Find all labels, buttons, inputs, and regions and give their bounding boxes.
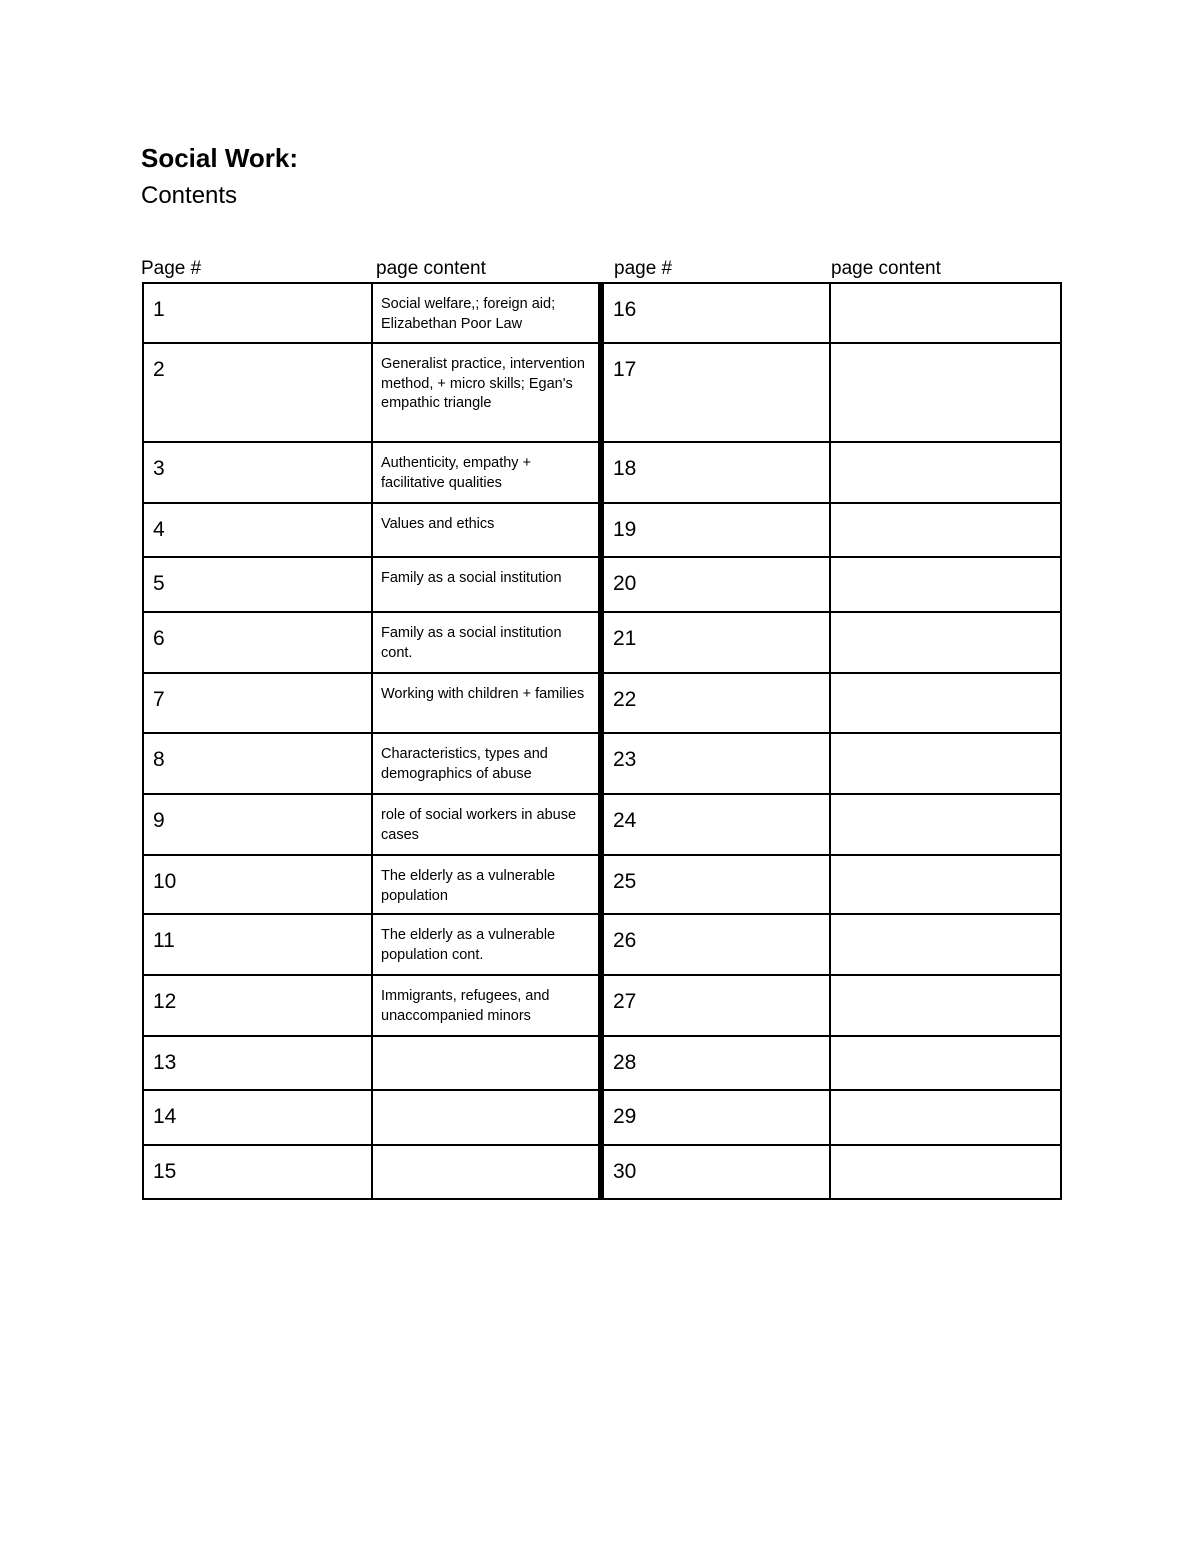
- left-page-content-cell: Social welfare,; foreign aid; Elizabethan Poor Law: [372, 283, 601, 343]
- right-page-content-cell: [830, 1090, 1061, 1145]
- left-page-number-cell: 9: [143, 794, 372, 855]
- left-page-content-cell: Family as a social institution cont.: [372, 612, 601, 673]
- table-row: [143, 557, 1061, 612]
- right-page-number-cell: 16: [601, 283, 830, 343]
- right-page-content-cell: [830, 343, 1061, 442]
- left-page-content-cell: Generalist practice, intervention method, + micro skills; Egan's empathic triangle: [372, 343, 601, 442]
- table-row: [143, 1036, 1061, 1090]
- left-page-content-cell: Values and ethics: [372, 503, 601, 557]
- table-row: [143, 503, 1061, 557]
- table-row: [143, 612, 1061, 673]
- left-page-number-cell: 7: [143, 673, 372, 733]
- left-page-number-cell: 12: [143, 975, 372, 1036]
- right-page-content-cell: [830, 855, 1061, 914]
- right-page-content-cell: [830, 794, 1061, 855]
- right-page-content-cell: [830, 612, 1061, 673]
- table-row: [143, 794, 1061, 855]
- page-subtitle: Contents: [141, 182, 238, 209]
- table-row: [143, 442, 1061, 503]
- right-page-content-cell: [830, 914, 1061, 975]
- left-page-number-cell: 14: [143, 1090, 372, 1145]
- right-page-number-cell: 30: [601, 1145, 830, 1199]
- table-row: [143, 855, 1061, 914]
- right-page-content-cell: [830, 1145, 1061, 1199]
- right-page-content-cell: [830, 503, 1061, 557]
- contents-table-body: [143, 283, 1061, 1199]
- page-title: Social Work:: [141, 143, 299, 173]
- right-page-number-cell: 17: [601, 343, 830, 442]
- left-page-content-cell: Authenticity, empathy + facilitative qualities: [372, 442, 601, 503]
- right-page-number-cell: 28: [601, 1036, 830, 1090]
- left-page-number-cell: 5: [143, 557, 372, 612]
- left-page-content-cell: Immigrants, refugees, and unaccompanied minors: [372, 975, 601, 1036]
- column-header-page-number-left: Page #: [141, 258, 202, 279]
- right-page-content-cell: [830, 283, 1061, 343]
- left-page-content-cell: The elderly as a vulnerable population cont.: [372, 914, 601, 975]
- left-page-number-cell: 6: [143, 612, 372, 673]
- right-page-content-cell: [830, 557, 1061, 612]
- table-row: [143, 283, 1061, 343]
- right-page-number-cell: 21: [601, 612, 830, 673]
- right-page-number-cell: 18: [601, 442, 830, 503]
- table-row: [143, 673, 1061, 733]
- left-page-number-cell: 1: [143, 283, 372, 343]
- contents-table: [142, 282, 1062, 1200]
- column-header-page-number-right: page #: [614, 258, 673, 279]
- right-page-number-cell: 27: [601, 975, 830, 1036]
- table-row: [143, 1090, 1061, 1145]
- left-page-content-cell: role of social workers in abuse cases: [372, 794, 601, 855]
- left-page-content-cell: Characteristics, types and demographics of abuse: [372, 733, 601, 794]
- right-page-content-cell: [830, 442, 1061, 503]
- right-page-content-cell: [830, 733, 1061, 794]
- left-page-content-cell: [372, 1145, 601, 1199]
- left-page-number-cell: 8: [143, 733, 372, 794]
- right-page-number-cell: 29: [601, 1090, 830, 1145]
- left-page-number-cell: 3: [143, 442, 372, 503]
- left-page-number-cell: 2: [143, 343, 372, 442]
- table-row: [143, 343, 1061, 442]
- left-page-content-cell: Family as a social institution: [372, 557, 601, 612]
- left-page-content-cell: [372, 1036, 601, 1090]
- table-row: [143, 975, 1061, 1036]
- right-page-number-cell: 24: [601, 794, 830, 855]
- left-page-content-cell: [372, 1090, 601, 1145]
- left-page-content-cell: The elderly as a vulnerable population: [372, 855, 601, 914]
- right-page-content-cell: [830, 975, 1061, 1036]
- right-page-number-cell: 25: [601, 855, 830, 914]
- left-page-content-cell: Working with children + families: [372, 673, 601, 733]
- right-page-number-cell: 23: [601, 733, 830, 794]
- right-page-content-cell: [830, 673, 1061, 733]
- table-row: [143, 733, 1061, 794]
- left-page-number-cell: 13: [143, 1036, 372, 1090]
- column-header-page-content-left: page content: [376, 258, 486, 279]
- left-page-number-cell: 10: [143, 855, 372, 914]
- table-row: [143, 1145, 1061, 1199]
- left-page-number-cell: 11: [143, 914, 372, 975]
- left-page-number-cell: 4: [143, 503, 372, 557]
- left-page-number-cell: 15: [143, 1145, 372, 1199]
- right-page-number-cell: 26: [601, 914, 830, 975]
- column-header-page-content-right: page content: [831, 258, 941, 279]
- table-row: [143, 914, 1061, 975]
- right-page-number-cell: 22: [601, 673, 830, 733]
- right-page-number-cell: 20: [601, 557, 830, 612]
- right-page-content-cell: [830, 1036, 1061, 1090]
- right-page-number-cell: 19: [601, 503, 830, 557]
